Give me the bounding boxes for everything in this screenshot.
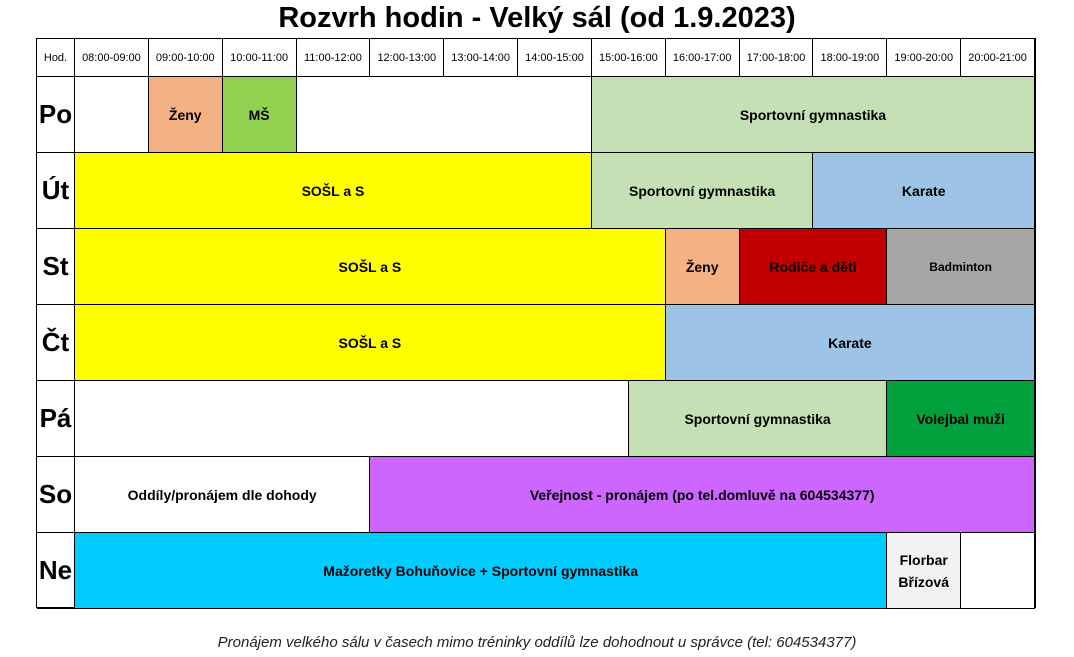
schedule-block: Badminton — [887, 229, 1035, 305]
schedule-block: Rodiče a děti — [740, 229, 888, 305]
time-slot-header: 16:00-17:00 — [666, 39, 740, 77]
day-label: St — [37, 229, 75, 305]
time-slot-header: 13:00-14:00 — [444, 39, 518, 77]
footer-note: Pronájem velkého sálu v časech mimo tréninky oddílů lze dohodnout u správce (tel: 604534377) — [217, 634, 857, 651]
schedule-block: SOŠL a S — [75, 153, 592, 229]
schedule-block: Sportovní gymnastika — [592, 77, 1035, 153]
schedule-block: SOŠL a S — [75, 229, 666, 305]
time-slot-header: 17:00-18:00 — [740, 39, 814, 77]
time-slot-header: 14:00-15:00 — [518, 39, 592, 77]
time-slot-header: 15:00-16:00 — [592, 39, 666, 77]
schedule-block: Oddíly/pronájem dle dohody — [75, 457, 370, 533]
time-slot-header: 20:00-21:00 — [961, 39, 1035, 77]
hour-header-label: Hod. — [37, 39, 75, 77]
schedule-block: Florbar Břízová — [887, 533, 961, 609]
page-title: Rozvrh hodin - Velký sál (od 1.9.2023) — [278, 2, 796, 34]
time-slot-header: 19:00-20:00 — [887, 39, 961, 77]
schedule-block: Volejbal muži — [887, 381, 1035, 457]
schedule-block: Sportovní gymnastika — [592, 153, 814, 229]
schedule-block: Sportovní gymnastika — [629, 381, 887, 457]
schedule-grid — [36, 38, 1036, 608]
schedule-block — [75, 381, 629, 457]
schedule-block: Mažoretky Bohuňovice + Sportovní gymnastika — [75, 533, 887, 609]
day-label: Čt — [37, 305, 75, 381]
schedule-block: Karate — [813, 153, 1035, 229]
schedule-block: SOŠL a S — [75, 305, 666, 381]
day-label: Pá — [37, 381, 75, 457]
schedule-block — [297, 77, 592, 153]
schedule-block: Ženy — [666, 229, 740, 305]
time-slot-header: 09:00-10:00 — [149, 39, 223, 77]
day-label: Ne — [37, 533, 75, 609]
schedule-block: Veřejnost - pronájem (po tel.domluvě na 604534377) — [370, 457, 1035, 533]
schedule-block — [75, 77, 149, 153]
day-label: So — [37, 457, 75, 533]
time-slot-header: 08:00-09:00 — [75, 39, 149, 77]
day-label: Út — [37, 153, 75, 229]
time-slot-header: 11:00-12:00 — [297, 39, 371, 77]
schedule-block: MŠ — [223, 77, 297, 153]
schedule-block: Karate — [666, 305, 1035, 381]
time-slot-header: 10:00-11:00 — [223, 39, 297, 77]
day-label: Po — [37, 77, 75, 153]
schedule-block — [961, 533, 1035, 609]
schedule-block: Ženy — [149, 77, 223, 153]
time-slot-header: 18:00-19:00 — [813, 39, 887, 77]
time-slot-header: 12:00-13:00 — [370, 39, 444, 77]
